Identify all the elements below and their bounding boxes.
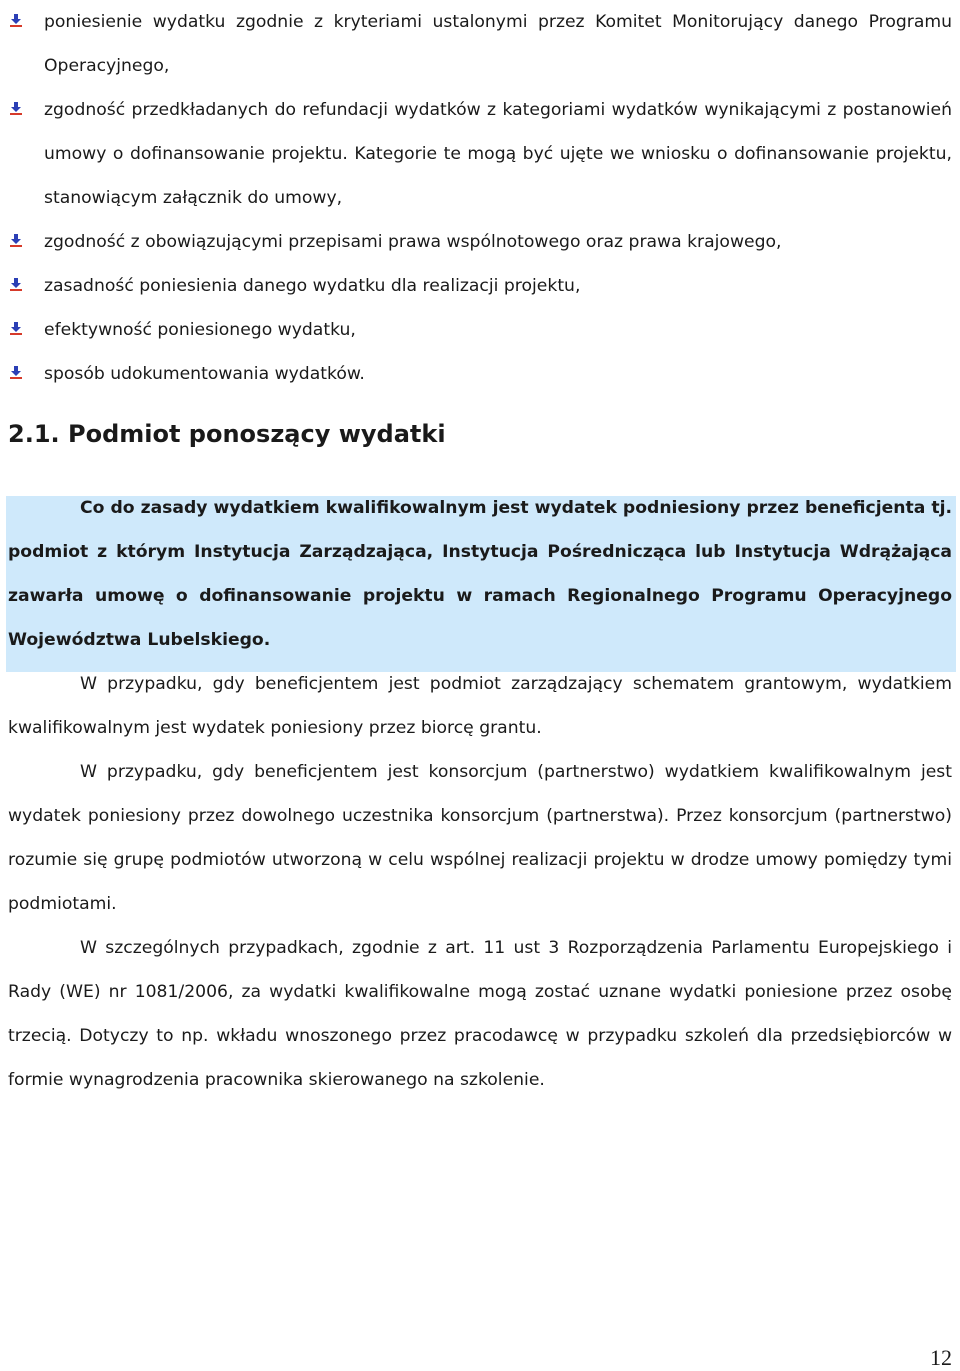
bullet-text: efektywność poniesionego wydatku, (44, 320, 356, 340)
bullet-item (0, 220, 960, 264)
paragraph-highlighted: Co do zasady wydatkiem kwalifikowalnym jest wydatek podniesiony przez beneficjenta tj. podmiot z którym Instytucja Zarządzająca, Instytucja Pośrednicząca lub Instytucja Wdrążająca zawarła umowę o dofinansowanie projektu w ramach Regionalnego Programu Operacyjnego Województwa Lubelskiego. (8, 498, 952, 650)
bullet-item (0, 264, 960, 308)
bullet-item (0, 308, 960, 352)
criteria-bullet-list (0, 0, 960, 396)
bullet-text: sposób udokumentowania wydatków. (44, 364, 365, 384)
arrow-down-bullet-icon (9, 101, 23, 115)
bullet-text: zgodność z obowiązującymi przepisami prawa wspólnotowego oraz prawa krajowego, (44, 232, 782, 252)
section-heading: 2.1. Podmiot ponoszący wydatki (8, 420, 446, 448)
arrow-down-bullet-icon (9, 233, 23, 247)
arrow-down-bullet-icon (9, 277, 23, 291)
bullet-text: zgodność przedkładanych do refundacji wydatków z kategoriami wydatków wynikającymi z postanowień umowy o dofinansowanie projektu. Kategorie te mogą być ujęte we wniosku o dofinansowanie projektu, stanowiącym załącznik do umowy, (44, 100, 952, 208)
bullet-item (0, 352, 960, 396)
bullet-text: poniesienie wydatku zgodnie z kryteriami ustalonymi przez Komitet Monitorujący danego Programu Operacyjnego, (44, 12, 952, 76)
paragraph: W przypadku, gdy beneficjentem jest podmiot zarządzający schematem grantowym, wydatkiem kwalifikowalnym jest wydatek poniesiony przez biorcę grantu. (8, 674, 952, 738)
paragraph: W przypadku, gdy beneficjentem jest konsorcjum (partnerstwo) wydatkiem kwalifikowalnym jest wydatek poniesiony przez dowolnego uczestnika konsorcjum (partnerstwa). Przez konsorcjum (partnerstwo) rozumie się grupę podmiotów utworzoną w celu wspólnej realizacji projektu w drodze umowy pomiędzy tymi podmiotami. (8, 762, 952, 914)
paragraph: W szczególnych przypadkach, zgodnie z art. 11 ust 3 Rozporządzenia Parlamentu Europejskiego i Rady (WE) nr 1081/2006, za wydatki kwalifikowalne mogą zostać uznane wydatki poniesione przez osobę trzecią. Dotyczy to np. wkładu wnoszonego przez pracodawcę w przypadku szkoleń dla przedsiębiorców w formie wynagrodzenia pracownika skierowanego na szkolenie. (8, 938, 952, 1090)
arrow-down-bullet-icon (9, 365, 23, 379)
bullet-item (0, 88, 960, 220)
arrow-down-bullet-icon (9, 321, 23, 335)
page-number: 12 (930, 1345, 952, 1370)
arrow-down-bullet-icon (9, 13, 23, 27)
bullet-item (0, 0, 960, 88)
bullet-text: zasadność poniesienia danego wydatku dla realizacji projektu, (44, 276, 581, 296)
